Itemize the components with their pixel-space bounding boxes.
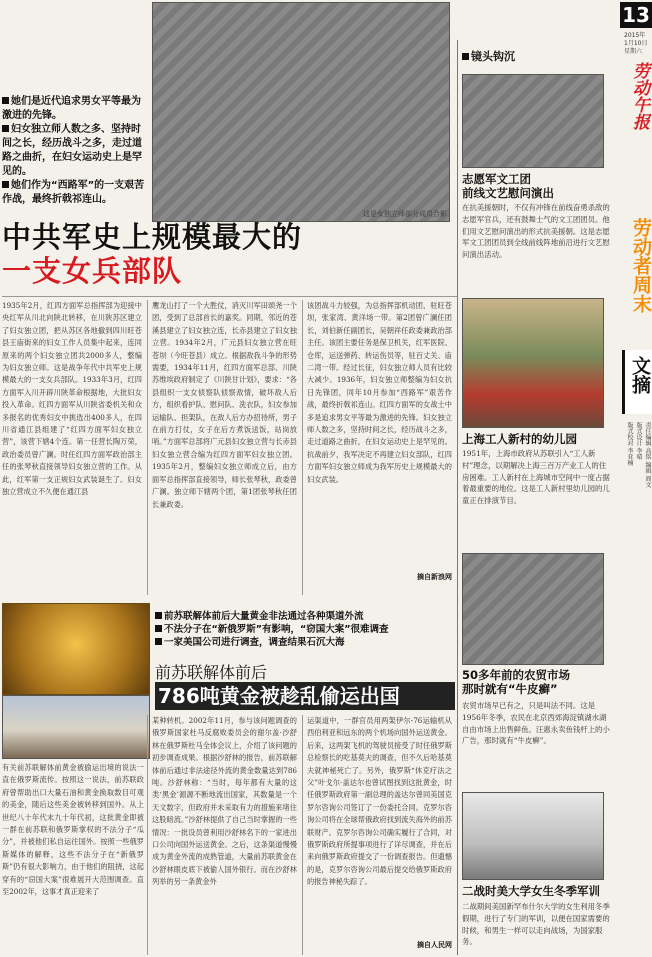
gold-bullet-2: 不法分子在“新俄罗斯”有影响，“窃国大案”很难调查: [155, 623, 455, 636]
logo-text: 劳动午报: [629, 62, 649, 130]
top-story-bullets: [2, 95, 150, 207]
item4-text: 二战期间美国新罕布什尔大学的女生利用冬季假期，进行了专门的军训，以便在国家需要的时候，和男生一样可以走向战场，为国家服务。: [462, 902, 610, 947]
photo-caption-text: 这是女独立师部分成员合影: [363, 210, 447, 218]
gold-story-bullets: [155, 610, 455, 649]
gold-bullet-3: 一家美国公司进行调查，调查结果石沉大海: [155, 636, 455, 649]
item3-text: 农贸市场早已有之，只是叫法不同。这是1956年冬季，农民在北京西郊海淀镇湖水湖自由市场上出售鲜鱼。汪惠永卖鱼钱杆上的小广告，那时就有“牛皮癣”。: [462, 701, 610, 746]
divider: [2, 296, 457, 297]
top-story-source: 摘自新浪网: [417, 573, 452, 581]
item4-title: 二战时美大学女生冬季军训: [462, 884, 600, 898]
credit-line-3: 版式校对 李亚楠: [626, 422, 633, 466]
newspaper-logo: [626, 62, 648, 130]
top-headline: [2, 220, 452, 288]
kindergarten-photo: [462, 298, 604, 428]
item1-title: 志愿军文工团 前线文艺慰问演出: [462, 172, 554, 200]
item3-title: 50多年前的农贸市场 那时就有“牛皮癣”: [462, 668, 571, 696]
gold-story-source: 摘自人民网: [417, 941, 452, 949]
section-label: 镜头钩沉: [462, 48, 515, 64]
bullet-1: 她们是近代追求男女平等最为激进的先锋。: [2, 96, 141, 121]
separator: [457, 40, 458, 955]
headline-line-1: 中共军史上规模最大的: [2, 220, 303, 254]
gold-bars-photo: [2, 603, 150, 695]
section-name: 劳动者周末: [630, 218, 652, 313]
gold-story-col-3: 运渠道中，一群官员用两架伊尔-76运输机从西伯利亚和远东的两个机场向国外运送黄金。后来，这两架飞机的驾驶员接受了时任俄罗斯总检察长的吃基莫夫的调查，但不久后哈基莫夫就神秘死亡了。另外，俄罗斯“休克疗法之父”叶戈尔·盖达尔也曾试图找到这批黄金，时任俄罗斯政府第一副总理的盖达尔曾同美国克罗尔咨询公司签订了一份委托合同。克罗尔咨询公司将在全球帮俄政府找到流失海外的前苏联财产。克罗尔咨询公司确实履行了合同，对俄罗斯政府所提事项进行了详尽调查，并在后来向俄罗斯政府提交了一份调查报告。但遗憾的是，克罗尔咨询公司最后提交给俄罗斯政府的报告神秘失踪了。: [307, 716, 452, 887]
separator: [147, 715, 148, 955]
gold-bullet-1: 前苏联解体前后大量黄金非法通过各种渠道外流: [155, 610, 455, 623]
gold-story-col-1: 有关前苏联解体前黄金被偷运出境的说法一直在俄罗斯流传。按照这一说法，前苏联政府曾帮助出口大量石油和黄金换取数目可观的美金，随后这些美金被转移到国外。从上世纪八十年代末九十年代初，这批黄金即被一群在前苏联和俄罗斯掌权的不法分子“瓜分”，并被他们私自运往国外。按照一些俄罗斯媒体的解释，这些不法分子在“新俄罗斯”仍有很大影响力，由于他们的阻挠，这起穿有的“窃国大案”很难展开大范围调查。直至2002年，这事才真正迎来了: [2, 763, 144, 897]
women-soldiers-photo: [152, 2, 450, 222]
separator: [302, 300, 303, 595]
column-name-box: [622, 350, 652, 414]
market-photo: [462, 553, 604, 665]
winter-training-photo: [462, 792, 604, 880]
item1-text: 在抗美援朝时，不仅有冲锋在前线奋勇杀敌的志愿军官兵，还有鼓舞士气的文工团团员。他们用文艺慰问演出的形式抗美援朝。这是志愿军文工团团员到全线前线阵地前沿进行文艺慰问演出活动。: [462, 203, 610, 260]
page-number: 13: [622, 3, 650, 27]
section-title: [623, 218, 651, 313]
gold-subheadline: 前苏联解体前后: [155, 663, 268, 682]
credits: [624, 422, 652, 542]
item2-title: 上海工人新村的幼儿园: [462, 432, 577, 446]
top-story-col-3: 该团战斗力较强，为总指挥部机动团，驻旺苍坝，张家湾、黄洋场一带。第2团曾广澜任团长，刘伯新任副团长，吴朝祥任政委兼政治部主任。该团主要任务是保卫机关，红军医院、仓库，运送弹药、转运伤员等，驻百丈关、庙二湾一带。经过长征，妇女独立师人员有比较大减少。1936年，妇女独立师整编为妇女抗日先锋团，同年10月参加“西路军”艰苦作战，最终折戟祁连山。红四方面军的女战士中多是追求男女平等最为激进的先锋。妇女独立师人数之多，坚持时间之长，经历战斗之多，走过道路之曲折，在妇女运动史上是罕见的。抗战前夕，我军决定不再建立妇女部队，红四方面军妇女独立师成为我军历史上规模最大的妇女武装。: [307, 301, 452, 484]
bullet-2: 妇女独立师人数之多、坚持时间之长，经历战斗之多，走过道路之曲折，在妇女运动史上是罕见的。: [2, 124, 142, 177]
credit-line-2: 版式设计 李晴: [635, 422, 642, 460]
credit-line-1: 责任编辑 高铭 编辑 阎文: [644, 422, 651, 488]
gold-story-col-2: 某种转机。2002年11月，参与该问题调查的俄罗斯国家杜马反腐败委员会的谢尔盖·沙舒林在俄罗斯杜马全体会议上，介绍了该问题的初步调查成果。根据沙舒林的报告，前苏联解体前后通过非法途径外流的黄金数量达到786吨。沙舒林称：“当时，每年都有大量的这类‘黑金’源源不断地流出国家，其数量是一个天文数字，但政府并未采取有力的措施来堵住这股暗流。”沙舒林提供了自己当时掌握的一些情况：一批设员曾利用沙舒林名下的一家进出口公司向国外运送黄金。之后，这条渠道慢慢成为黄金外流的成熟管道，大量前苏联黄金在沙舒林眼皮底下被偷人国外银行。而在沙舒林列举的另一条黄金外: [152, 716, 297, 887]
kremlin-photo: [2, 695, 150, 759]
column-name: 文摘: [629, 356, 651, 394]
item2-text: 1951年，上海市政府从苏联引入“工人新村”理念，以期解决上海三百万产业工人的住房困难。工人新村在上海城市空间中一度占据着最重要的地位。这是工人新村里幼儿园的儿童正在排演节目。: [462, 449, 610, 506]
issue-date: [624, 32, 652, 56]
separator: [302, 715, 303, 955]
troupe-photo: [462, 74, 604, 168]
photo-caption: [363, 209, 448, 220]
gold-headline-text: 786吨黄金被趁乱偷运出国: [158, 684, 400, 708]
separator: [147, 300, 148, 595]
headline-line-2: 一支女兵部队: [2, 254, 183, 288]
top-story-col-2: 鹰龙山打了一个大胜仗，消灭川军田颂尧一个团，受到了总部首长的嘉奖。同期，邻近的苍溪县建立了妇女独立连，长赤县建立了妇女独立营。1934年2月，广元县妇女独立营在旺苍坝（今旺苍县）成立。根据敌我斗争的形势需要，1934年11月，红四方面军总部、川陕苏维埃政府制定了《川陕甘计划》，要求：“各县组织一支女侦察队侦察敌情，破坏敌人后方，组织看护队、慰问队、洗衣队，妇女参加运输队、担架队，在敌人后方办招待所，男子在前方打仗，女子在后方煮饭送饭，站岗放哨。”方面军总部将广元县妇女独立营与长赤县妇女独立营合编为红四方面军妇女独立团。1935年2月，整编妇女独立师成立后，由方面军总指挥部直接领导，师长张琴秋，政委曾广澜。独立师下辖两个团，第1团张琴秋任团长兼政委。: [152, 301, 297, 509]
date-day: 1月10日: [624, 40, 648, 47]
date-year: 2015年: [624, 32, 646, 39]
page-number-box: [620, 2, 652, 28]
top-story-col-1: 1935年2月，红四方面军总指挥部为迎接中央红军从川北向陕北转移，在川陕苏区建立了妇女独立团，把从苏区各地撤到四川旺苍县王庙街来的妇女工作人员集中起来，连同原来的两个妇女独立团共2000多人，整编为妇女独立师。这是战争年代中共军史上规模最大的一支女兵部队。1933年3月，红四方面军入川开辟川陕革命根据地，大批妇女投入革命。红四方面军从川陕省委机关和众多报名的优秀妇女中挑选出400多人，在四川省通江县组建了“红四方面军妇女独立营”，该营下辖4个连。第一任营长陶万荣，政治委员曾广澜。时任红四方面军政治部主任的张琴秋直接领导妇女独立营的工作。从此，红军第一支正规妇女武装诞生了。妇女独立营成立不久便在通江县: [2, 301, 142, 497]
bullet-3: 她们作为“西路军”的一支艰苦作战，最终折戟祁连山。: [2, 180, 145, 205]
date-weekday: 星期六: [624, 48, 643, 55]
